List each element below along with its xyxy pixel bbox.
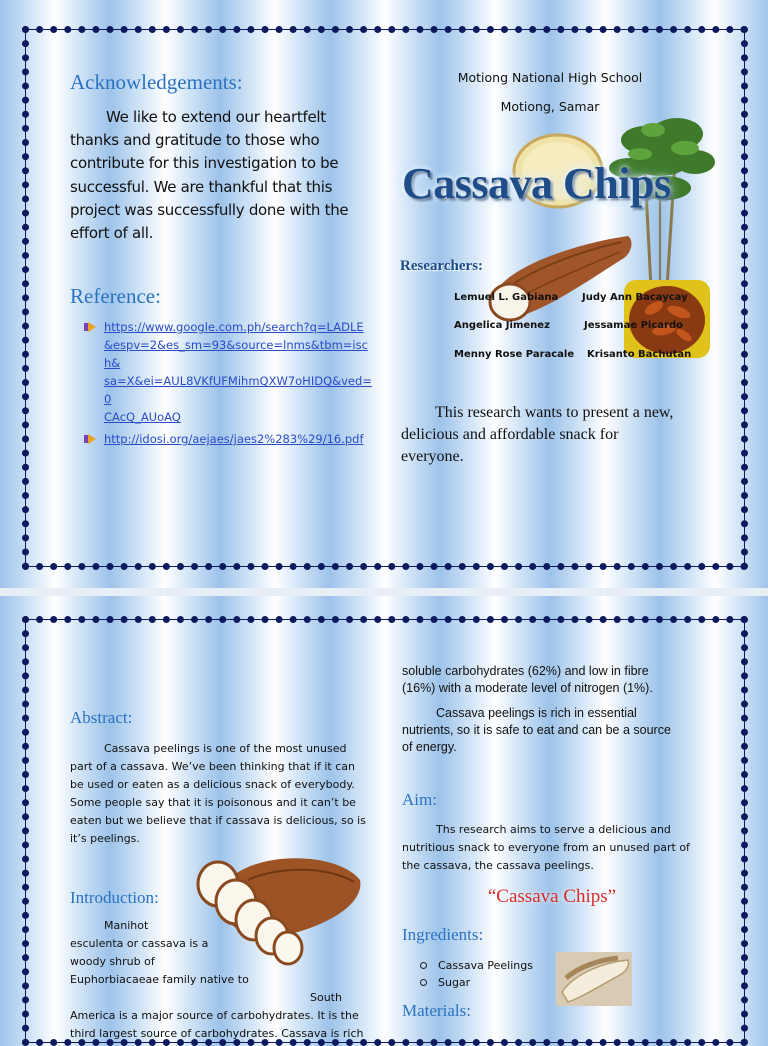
brochure-page-2 — [0, 596, 768, 1040]
nutrients-line: nutrients, so it is safe to eat and can be a source — [402, 723, 671, 737]
abstract-line: be used or eaten as a delicious snack of everybody. — [70, 778, 355, 791]
ingredients-list — [420, 957, 533, 991]
researcher-name: Krisanto Bachutan — [587, 349, 692, 360]
nutrition-line: soluble carbohydrates (62%) and low in fibre — [402, 664, 649, 678]
acknowledgements-text — [70, 106, 350, 245]
link-line: CAcQ_AUoAQ — [104, 410, 181, 424]
nutrients-line: Cassava peelings is rich in essential — [436, 706, 637, 720]
reference-link[interactable] — [104, 320, 372, 424]
researcher-name: Lemuel L. Gabiana — [454, 292, 559, 303]
statement-line: delicious and affordable snack for — [401, 426, 619, 443]
abstract-text — [70, 740, 366, 848]
researcher-name: Jessamae Picardo — [584, 320, 683, 331]
abstract-heading: Abstract: — [70, 708, 133, 727]
page-separator — [0, 588, 768, 596]
link-line: &espv=2&es_sm=93&source=lnms&tbm=isch& — [104, 338, 368, 370]
intro-line: Euphorbiacaeae family native to — [70, 973, 249, 986]
intro-line: third largest source of carbohydrates. Cassava is rich — [70, 1027, 364, 1040]
intro-line: esculenta or cassava is a — [70, 937, 209, 950]
cassava-root-image — [486, 230, 636, 322]
statement-line: everyone. — [401, 448, 464, 465]
nutrients-text — [402, 705, 702, 756]
nutrition-text — [402, 663, 702, 697]
researchers-label: Researchers: — [400, 258, 484, 274]
link-line: http://idosi.org/aejaes/jaes2%283%29/16.pdf — [104, 432, 364, 446]
aim-line: nutritious snack to everyone from an unused part of — [402, 841, 690, 854]
aim-text — [402, 821, 702, 875]
cassava-peelings-image — [556, 952, 632, 1006]
nutrients-line: of energy. — [402, 740, 457, 754]
researcher-name: Angelica Jimenez — [454, 320, 550, 331]
link-line: https://www.google.com.ph/search?q=LADLE — [104, 320, 364, 334]
brochure-title: Cassava Chips — [402, 159, 671, 208]
ingredient-item: Cassava Peelings — [420, 957, 533, 974]
product-name: “Cassava Chips” — [487, 886, 617, 907]
link-line: sa=X&ei=AUL8VKfUFMihmQXW7oHIDQ&ved=0 — [104, 374, 372, 406]
reference-item — [84, 318, 374, 426]
introduction-heading: Introduction: — [70, 888, 159, 907]
intro-line: South — [310, 991, 342, 1004]
reference-heading: Reference: — [70, 284, 161, 308]
aim-heading: Aim: — [402, 790, 437, 809]
intro-line: woody shrub of — [70, 955, 155, 968]
researcher-name: Menny Rose Paracale — [454, 349, 575, 360]
researcher-name: Judy Ann Bacaycay — [582, 292, 688, 303]
materials-heading: Materials: — [402, 1001, 471, 1020]
reference-link[interactable] — [104, 432, 364, 446]
ack-line: effort of all. — [70, 224, 154, 243]
acknowledgements-heading: Acknowledgements: — [70, 70, 243, 94]
abstract-line: Cassava peelings is one of the most unused — [104, 742, 347, 755]
ack-line: contribute for this investigation to be — [70, 154, 339, 173]
arrow-bullet-icon — [84, 322, 96, 332]
ingredients-heading: Ingredients: — [402, 925, 484, 944]
reference-item — [84, 430, 374, 448]
intro-line: America is a major source of carbohydrates. It is the — [70, 1009, 359, 1022]
abstract-line: Some people say that it is poisonous and it can’t be — [70, 796, 356, 809]
ack-line: thanks and gratitude to those who — [70, 131, 320, 150]
intro-line: Manihot — [104, 919, 149, 932]
ack-line: We like to extend our heartfelt — [106, 108, 326, 126]
ingredient-item: Sugar — [420, 974, 533, 991]
school-name: Motiong National High School — [457, 70, 643, 85]
ack-line: successful. We are thankful that this — [70, 177, 333, 196]
nutrition-line: (16%) with a moderate level of nitrogen (1%). — [402, 681, 653, 695]
sliced-cassava-image — [188, 840, 368, 966]
abstract-line: part of a cassava. We’ve been thinking that if it can — [70, 760, 355, 773]
arrow-bullet-icon — [84, 434, 96, 444]
abstract-line: it’s peelings. — [70, 832, 140, 845]
reference-list — [84, 318, 374, 452]
aim-line: Ths research aims to serve a delicious and — [436, 823, 671, 836]
statement-line: This research wants to present a new, — [435, 404, 674, 421]
school-location: Motiong, Samar — [500, 99, 600, 114]
research-statement — [401, 402, 711, 468]
aim-line: the cassava, the cassava peelings. — [402, 859, 594, 872]
ack-line: project was successfully done with the — [70, 200, 349, 219]
abstract-line: eaten but we believe that if cassava is delicious, so is — [70, 814, 366, 827]
